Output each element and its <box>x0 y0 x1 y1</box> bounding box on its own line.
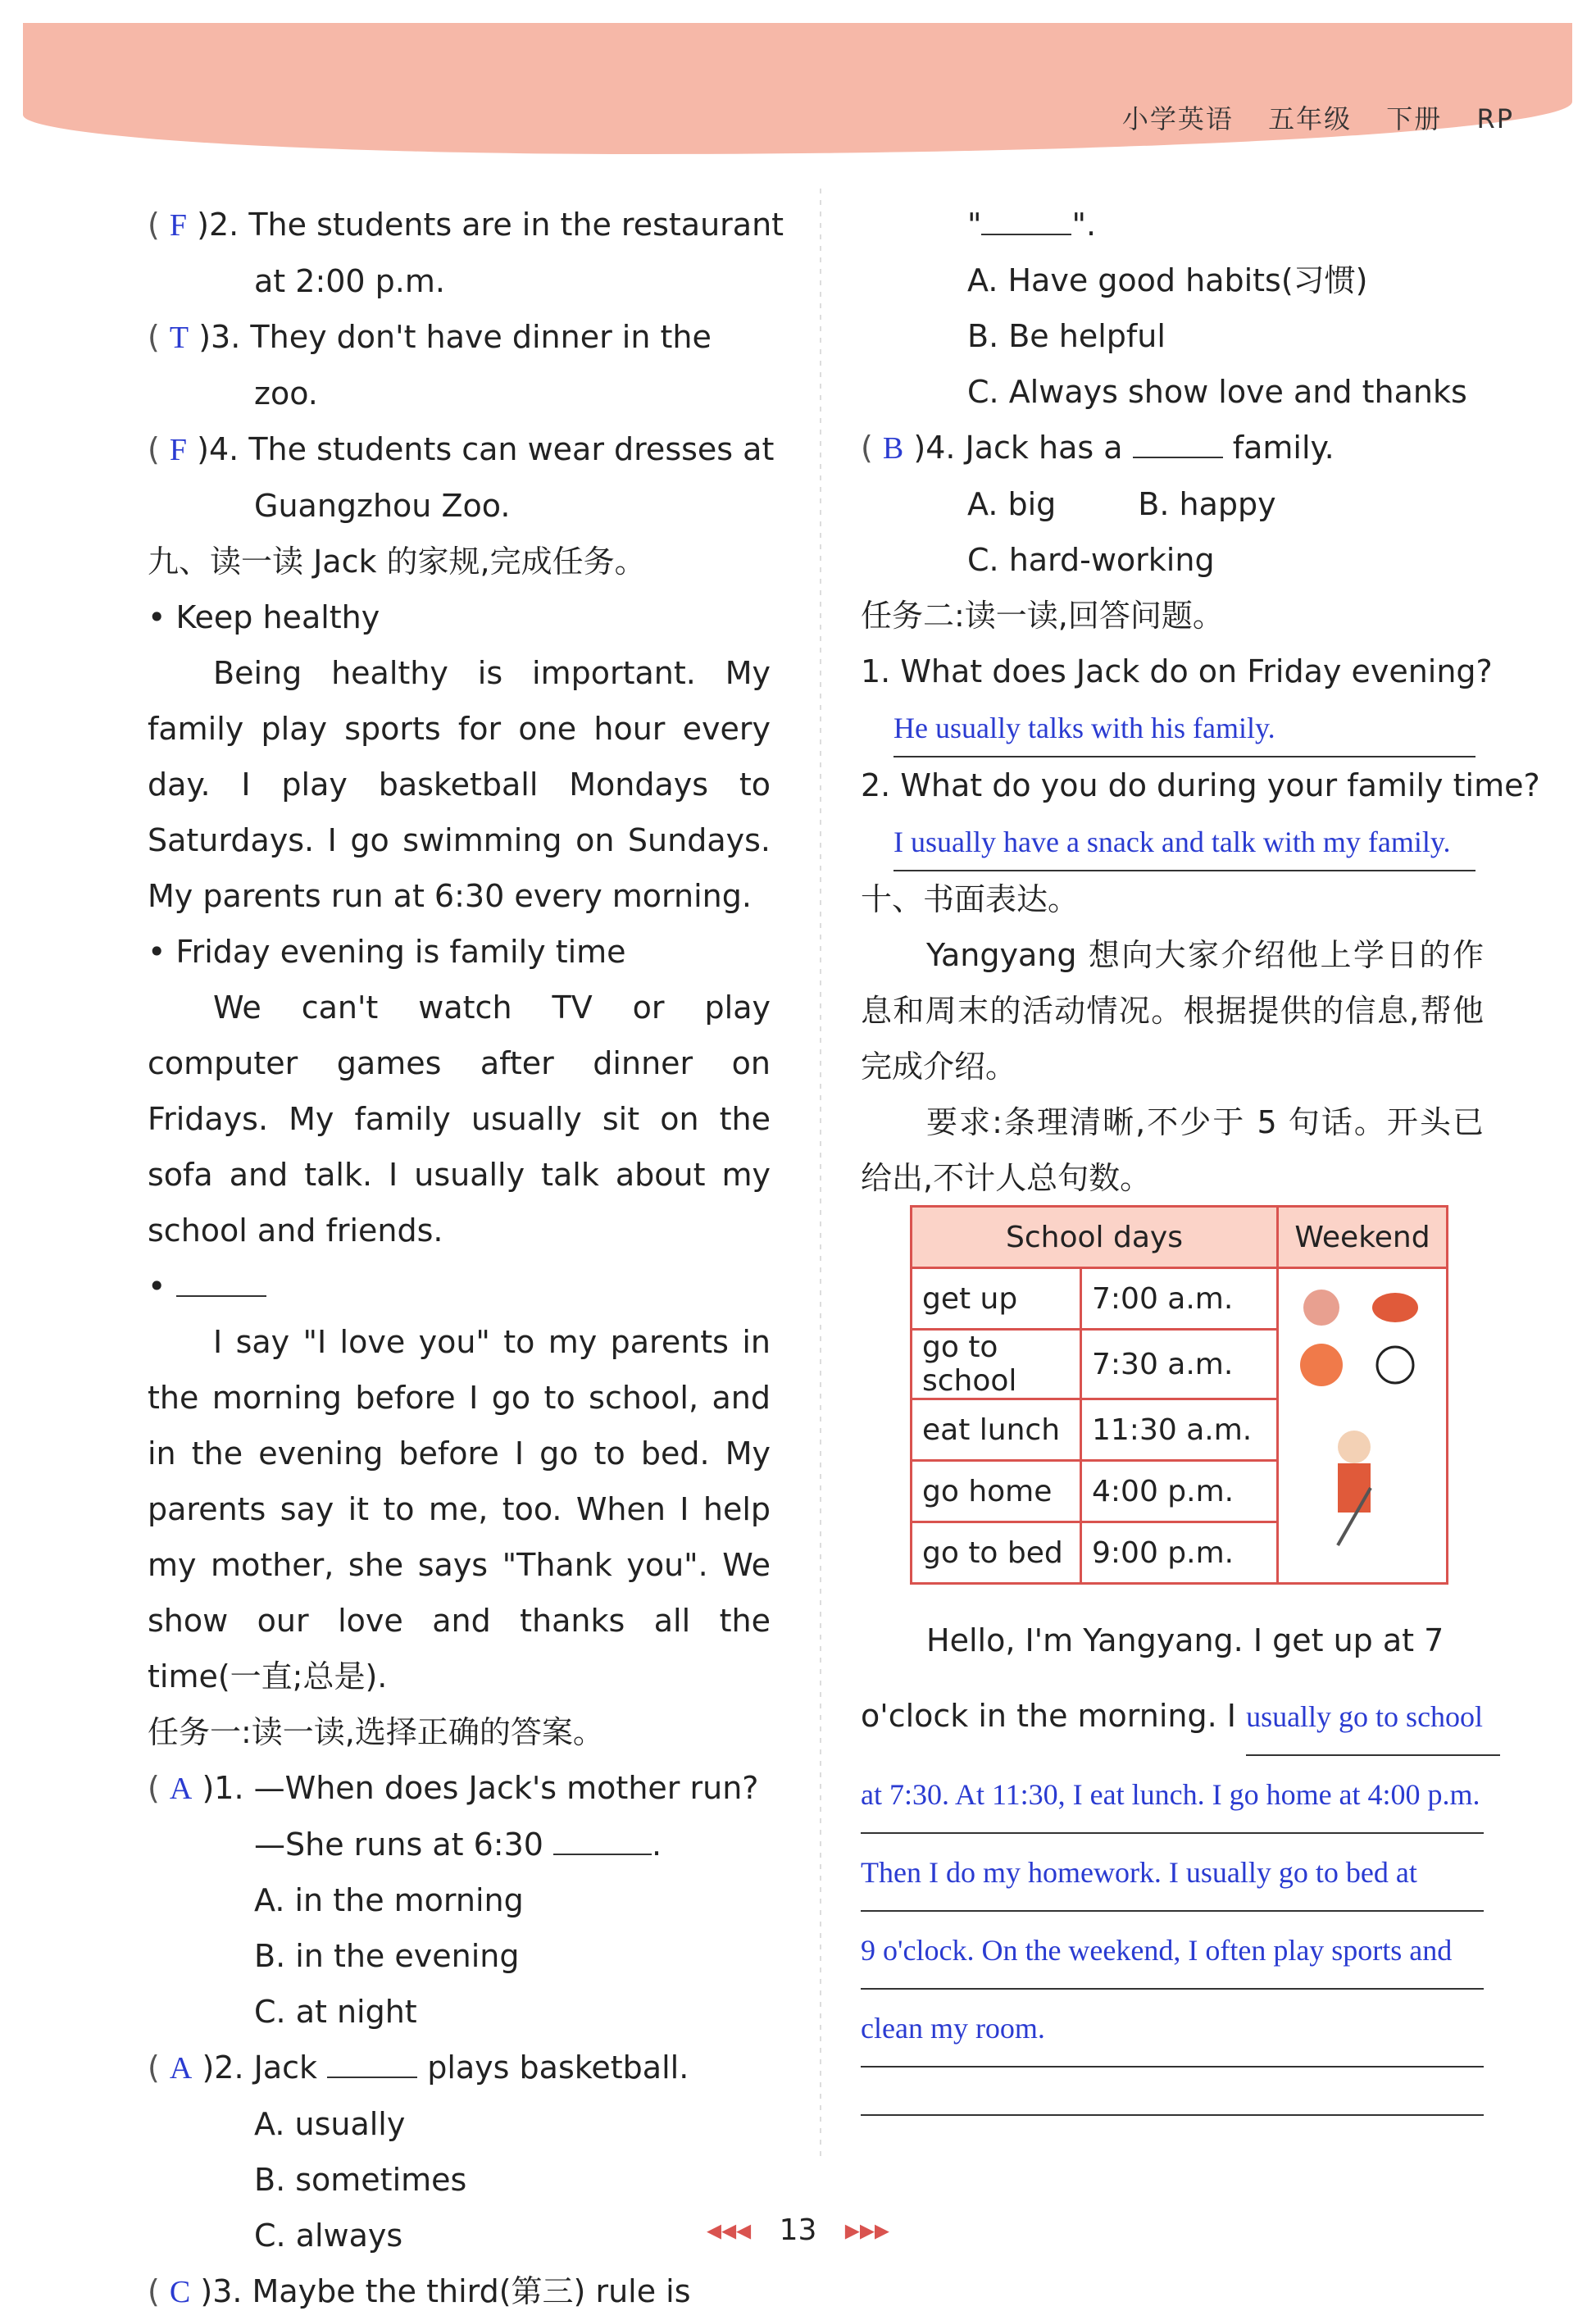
requirement: 要求:条理清晰,不少于 5 句话。开头已给出,不计人总句数。 <box>861 1104 1484 1196</box>
term: 下册 <box>1386 103 1443 134</box>
section10-title: 十、书面表达。 <box>861 881 1080 917</box>
table-cell: get up <box>912 1268 1081 1330</box>
rule2-text: We can't watch TV or play computer games after dinner on Fridays. My family usually sit on the sofa and talk. I usually talk about my school and friends. <box>148 989 771 1249</box>
table-header-weekend: Weekend <box>1278 1207 1448 1268</box>
tf-item: ( F )2. The students are in the restaurant <box>148 207 784 243</box>
table-header-school-days: School days <box>912 1207 1278 1268</box>
header-label <box>1098 98 1514 136</box>
table-cell: eat lunch <box>912 1399 1081 1461</box>
boy-head-icon <box>1338 1431 1371 1463</box>
task2-q2: 2. What do you do during your family time? <box>861 767 1540 803</box>
question-3: ( C )3. Maybe the third(第三) rule is <box>148 2273 691 2309</box>
basketball-icon <box>1300 1344 1343 1386</box>
column-divider <box>820 189 821 2156</box>
question-1-stem2: —She runs at 6:30 . <box>254 1826 662 1863</box>
question-1: ( A )1. —When does Jack's mother run? <box>148 1770 759 1806</box>
grade: 五年级 <box>1268 103 1353 134</box>
table-cell: go home <box>912 1461 1081 1522</box>
task2-title: 任务二:读一读,回答问题。 <box>861 598 1224 634</box>
next-arrows-icon: ▸▸▸ <box>844 2213 889 2247</box>
rule2-title: • Friday evening is family time <box>148 934 626 970</box>
option: A. Have good habits(习惯) <box>967 262 1368 298</box>
left-column <box>148 197 784 2320</box>
table-cell: 9:00 p.m. <box>1081 1522 1278 1584</box>
schedule-table <box>910 1205 1448 1585</box>
essay-line: 9 o'clock. On the weekend, I often play sports and <box>861 1912 1484 1990</box>
table-cell: 4:00 p.m. <box>1081 1461 1278 1522</box>
table-cell: 11:30 a.m. <box>1081 1399 1278 1461</box>
prev-arrows-icon: ◂◂◂ <box>707 2213 752 2247</box>
option: B. Be helpful <box>967 318 1166 354</box>
table-cell: 7:00 a.m. <box>1081 1268 1278 1330</box>
ping-pong-icon <box>1372 1293 1418 1322</box>
option: B. in the evening <box>254 1938 520 1974</box>
essay-line: Then I do my homework. I usually go to bed at <box>861 1834 1484 1912</box>
q3-blank: " ". <box>967 207 1097 243</box>
task2-a1-line: He usually talks with his family. <box>861 699 1484 757</box>
tf-item-cont: at 2:00 p.m. <box>254 263 445 299</box>
question-2: ( A )2. Jack plays basketball. <box>148 2049 689 2086</box>
task2-q1: 1. What does Jack do on Friday evening? <box>861 653 1493 689</box>
task2-a2-line: I usually have a snack and talk with my family. <box>861 813 1484 871</box>
essay <box>861 1603 1484 2143</box>
option: C. Always show love and thanks <box>967 374 1467 410</box>
essay-line: clean my room. <box>861 1990 1484 2068</box>
edition: RP <box>1476 103 1514 134</box>
option: C. always <box>254 2218 403 2254</box>
essay-start: Hello, I'm Yangyang. I get up at 7 <box>926 1622 1444 1658</box>
page-number: 13 <box>779 2213 817 2247</box>
right-column <box>861 197 1540 1206</box>
tf-item-cont: Guangzhou Zoo. <box>254 488 511 524</box>
tf-item: ( F )4. The students can wear dresses at <box>148 431 775 467</box>
sneakers-icon <box>1303 1290 1339 1326</box>
rule3-text: I say "I love you" to my parents in the morning before I go to school, and in the evening before I go to bed. My parents say it to me, too. When I help my mother, she says "Thank you". We show our love and thanks all the time(一直;总是). <box>148 1324 771 1695</box>
essay-line: o'clock in the morning. I usually go to school <box>861 1678 1484 1756</box>
subject: 小学英语 <box>1121 103 1234 134</box>
q4-options: A. big B. happy <box>967 486 1276 522</box>
option: C. at night <box>254 1994 417 2030</box>
task1-title: 任务一:读一读,选择正确的答案。 <box>148 1714 604 1750</box>
rule3-title: • <box>148 1258 771 1314</box>
option: A. in the morning <box>254 1882 524 1918</box>
tf-item-cont: zoo. <box>254 375 318 412</box>
tf-item: ( T )3. They don't have dinner in the <box>148 319 712 355</box>
essay-line: at 7:30. At 11:30, I eat lunch. I go home at 4:00 p.m. <box>861 1756 1484 1834</box>
rule1-title: • Keep healthy <box>148 599 380 635</box>
question-4: ( B )4. Jack has a family. <box>861 430 1335 466</box>
option: B. sometimes <box>254 2162 467 2198</box>
essay-line <box>861 2068 1484 2143</box>
weekend-illustration <box>1278 1268 1448 1584</box>
section9-title: 九、读一读 Jack 的家规,完成任务。 <box>148 544 646 580</box>
soccer-ball-icon <box>1377 1347 1413 1383</box>
table-cell: go to school <box>912 1330 1081 1399</box>
option: C. hard-working <box>967 542 1215 578</box>
table-cell: 7:30 a.m. <box>1081 1330 1278 1399</box>
rule1-text: Being healthy is important. My family play sports for one hour every day. I play basketball Mondays to Saturdays. I go swimming on Sundays. My parents run at 6:30 every morning. <box>148 655 771 914</box>
table-cell: go to bed <box>912 1522 1081 1584</box>
option: A. usually <box>254 2106 406 2142</box>
boy-body-icon <box>1338 1463 1371 1513</box>
page-footer <box>0 2213 1596 2247</box>
section10-text: Yangyang 想向大家介绍他上学日的作息和周末的活动情况。根据提供的信息,帮他完成介绍。 <box>861 937 1484 1085</box>
